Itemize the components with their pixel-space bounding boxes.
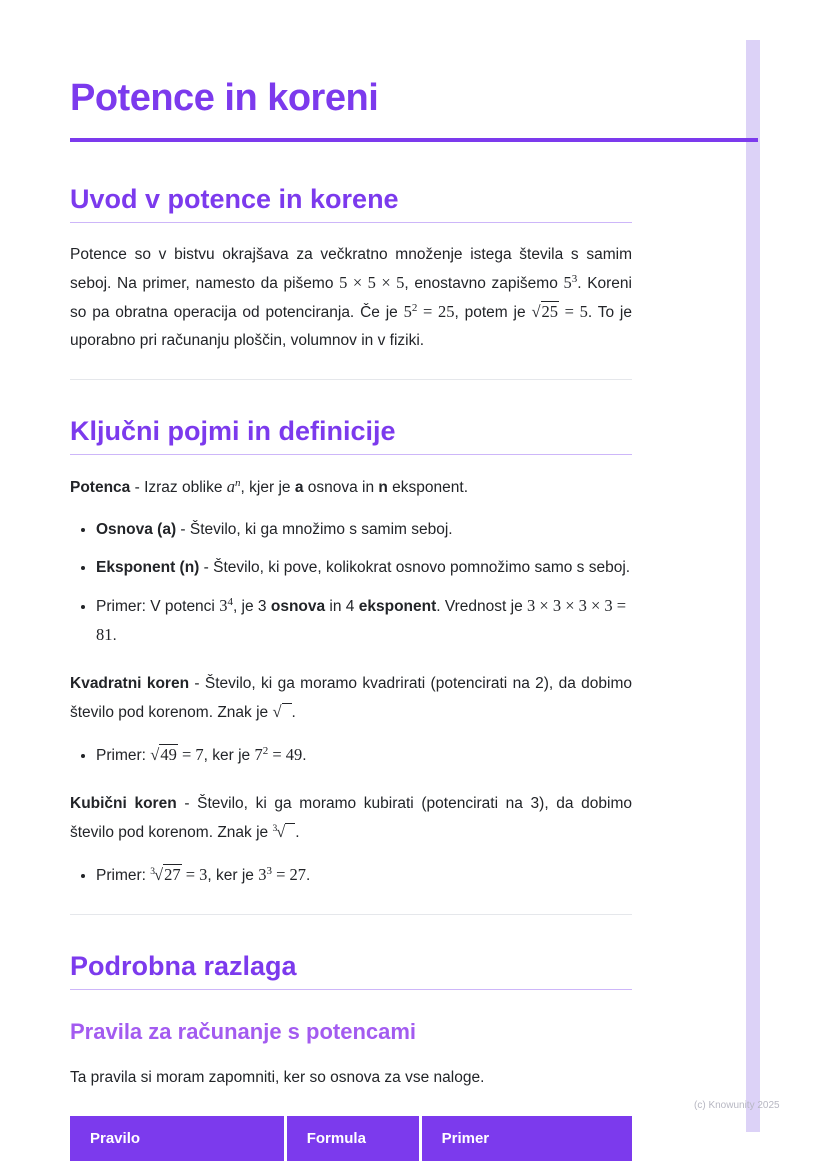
text-segment: eksponent: [358, 598, 437, 615]
text-segment: . To je uporabno pri računanju ploščin, volumnov in v fiziki.: [70, 304, 632, 349]
text-segment: Primer:: [96, 867, 151, 884]
text-segment: 3: [266, 864, 272, 877]
text-segment: = 27: [271, 865, 307, 884]
text-segment: - Število, ki ga moramo kubirati (potencirati na 3), da dobimo število pod korenom. Znak je: [70, 795, 632, 841]
section-uvod: [70, 182, 632, 355]
text-segment: $^3$√27: [150, 865, 181, 884]
text-segment: 3: [571, 272, 578, 285]
text-segment: .: [302, 747, 307, 764]
text-segment: Primer:: [96, 747, 151, 764]
text-segment: 5: [403, 302, 412, 321]
text-segment: . Vrednost je: [436, 598, 528, 615]
text-segment: eksponent.: [387, 479, 469, 496]
text-segment: n: [235, 476, 241, 489]
text-segment: = 25: [417, 302, 455, 321]
text-segment: - Število, ki ga množimo s samim seboj.: [176, 521, 453, 538]
section-divider: [70, 379, 632, 380]
list-item: [96, 592, 632, 650]
text-segment: - Število, ki ga moramo kvadrirati (potencirati na 2), da dobimo število pod korenom. Znak je: [70, 675, 632, 721]
text-segment: , ker je: [207, 867, 259, 884]
section-heading-pojmi: Ključni pojmi in definicije: [70, 414, 632, 455]
list-item: [96, 516, 632, 544]
text-segment: √49: [150, 745, 177, 764]
section-pojmi: [70, 414, 632, 890]
page-title: Potence in koreni: [70, 77, 379, 119]
text-segment: Osnova (a): [96, 521, 177, 538]
text-segment: Potence so v bistvu okrajšava za večkratno množenje istega števila s samim seboj. Na primer, namesto da pišemo: [70, 246, 632, 292]
text-segment: 5: [563, 273, 572, 292]
text-segment: 4: [227, 595, 233, 608]
text-segment: Eksponent (n): [96, 559, 200, 576]
text-segment: 3: [219, 596, 228, 615]
text-segment: a: [226, 477, 236, 496]
text-segment: 3: [258, 865, 267, 884]
text-segment: Potenca: [70, 479, 131, 496]
definition-kvadratni-koren: [70, 670, 632, 727]
definition-potenca: [70, 473, 632, 502]
text-segment: = 7: [177, 745, 204, 764]
text-segment: = 3: [181, 865, 208, 884]
list-item: [96, 861, 632, 890]
text-segment: - Izraz oblike: [130, 479, 227, 496]
bullet-list-kubicni: [70, 861, 632, 890]
bullet-list-kvadratni: [70, 741, 632, 770]
text-segment: - Število, ki pove, kolikokrat osnovo pomnožimo samo s seboj.: [199, 559, 631, 576]
text-segment: .: [295, 824, 300, 841]
text-segment: , je 3: [232, 598, 271, 615]
text-segment: , kjer je: [240, 479, 295, 496]
text-segment: a: [294, 479, 304, 496]
text-segment: , ker je: [203, 747, 255, 764]
text-segment: Kvadratni koren: [70, 675, 190, 692]
text-segment: . Koreni so pa obratna operacija od potenciranja. Če je: [70, 275, 632, 321]
table-header-primer: Primer: [420, 1116, 632, 1161]
intro-paragraph: [70, 241, 632, 355]
text-segment: 7: [254, 745, 263, 764]
list-item: [96, 554, 632, 582]
text-segment: osnova in: [303, 479, 379, 496]
subsection-heading-pravila: Pravila za računanje s potencami: [70, 1019, 417, 1044]
text-segment: 5 × 5 × 5: [339, 273, 405, 292]
text-segment: $^3$√: [272, 822, 295, 841]
document-content: [70, 0, 632, 1161]
title-rule: [70, 138, 758, 142]
section-razlaga: [70, 949, 632, 1161]
copyright-note: (c) Knowunity 2025: [694, 1100, 780, 1111]
text-segment: osnova: [270, 598, 326, 615]
text-segment: = 49: [268, 745, 303, 764]
text-segment: √25: [531, 302, 558, 321]
text-segment: 3 × 3 × 3 × 3 = 81: [96, 596, 627, 644]
section-heading-uvod: Uvod v potence in korene: [70, 182, 632, 223]
text-segment: .: [112, 627, 117, 644]
rules-intro-paragraph: Ta pravila si moram zapomniti, ker so osnova za vse naloge.: [70, 1069, 485, 1086]
text-segment: Primer: V potenci: [96, 598, 220, 615]
text-segment: = 5: [559, 302, 588, 321]
list-item: [96, 741, 632, 770]
table-header-row: [70, 1116, 632, 1161]
text-segment: , potem je: [454, 304, 532, 321]
text-segment: n: [378, 479, 388, 496]
table-header-pravilo: Pravilo: [70, 1116, 285, 1161]
right-accent-bar: [746, 40, 760, 1132]
rules-table-head: [70, 1116, 632, 1161]
text-segment: √: [272, 702, 291, 721]
text-segment: 2: [262, 744, 269, 757]
section-divider: [70, 914, 632, 915]
text-segment: Kubični koren: [70, 795, 177, 812]
table-header-formula: Formula: [285, 1116, 420, 1161]
section-heading-razlaga: Podrobna razlaga: [70, 949, 632, 990]
text-segment: in 4: [325, 598, 359, 615]
rules-table: [70, 1116, 632, 1161]
bullet-list-potenca: [70, 516, 632, 650]
text-segment: .: [306, 867, 311, 884]
text-segment: , enostavno zapišemo: [404, 275, 564, 292]
text-segment: 2: [411, 301, 418, 314]
text-segment: .: [291, 704, 296, 721]
definition-kubicni-koren: [70, 790, 632, 847]
